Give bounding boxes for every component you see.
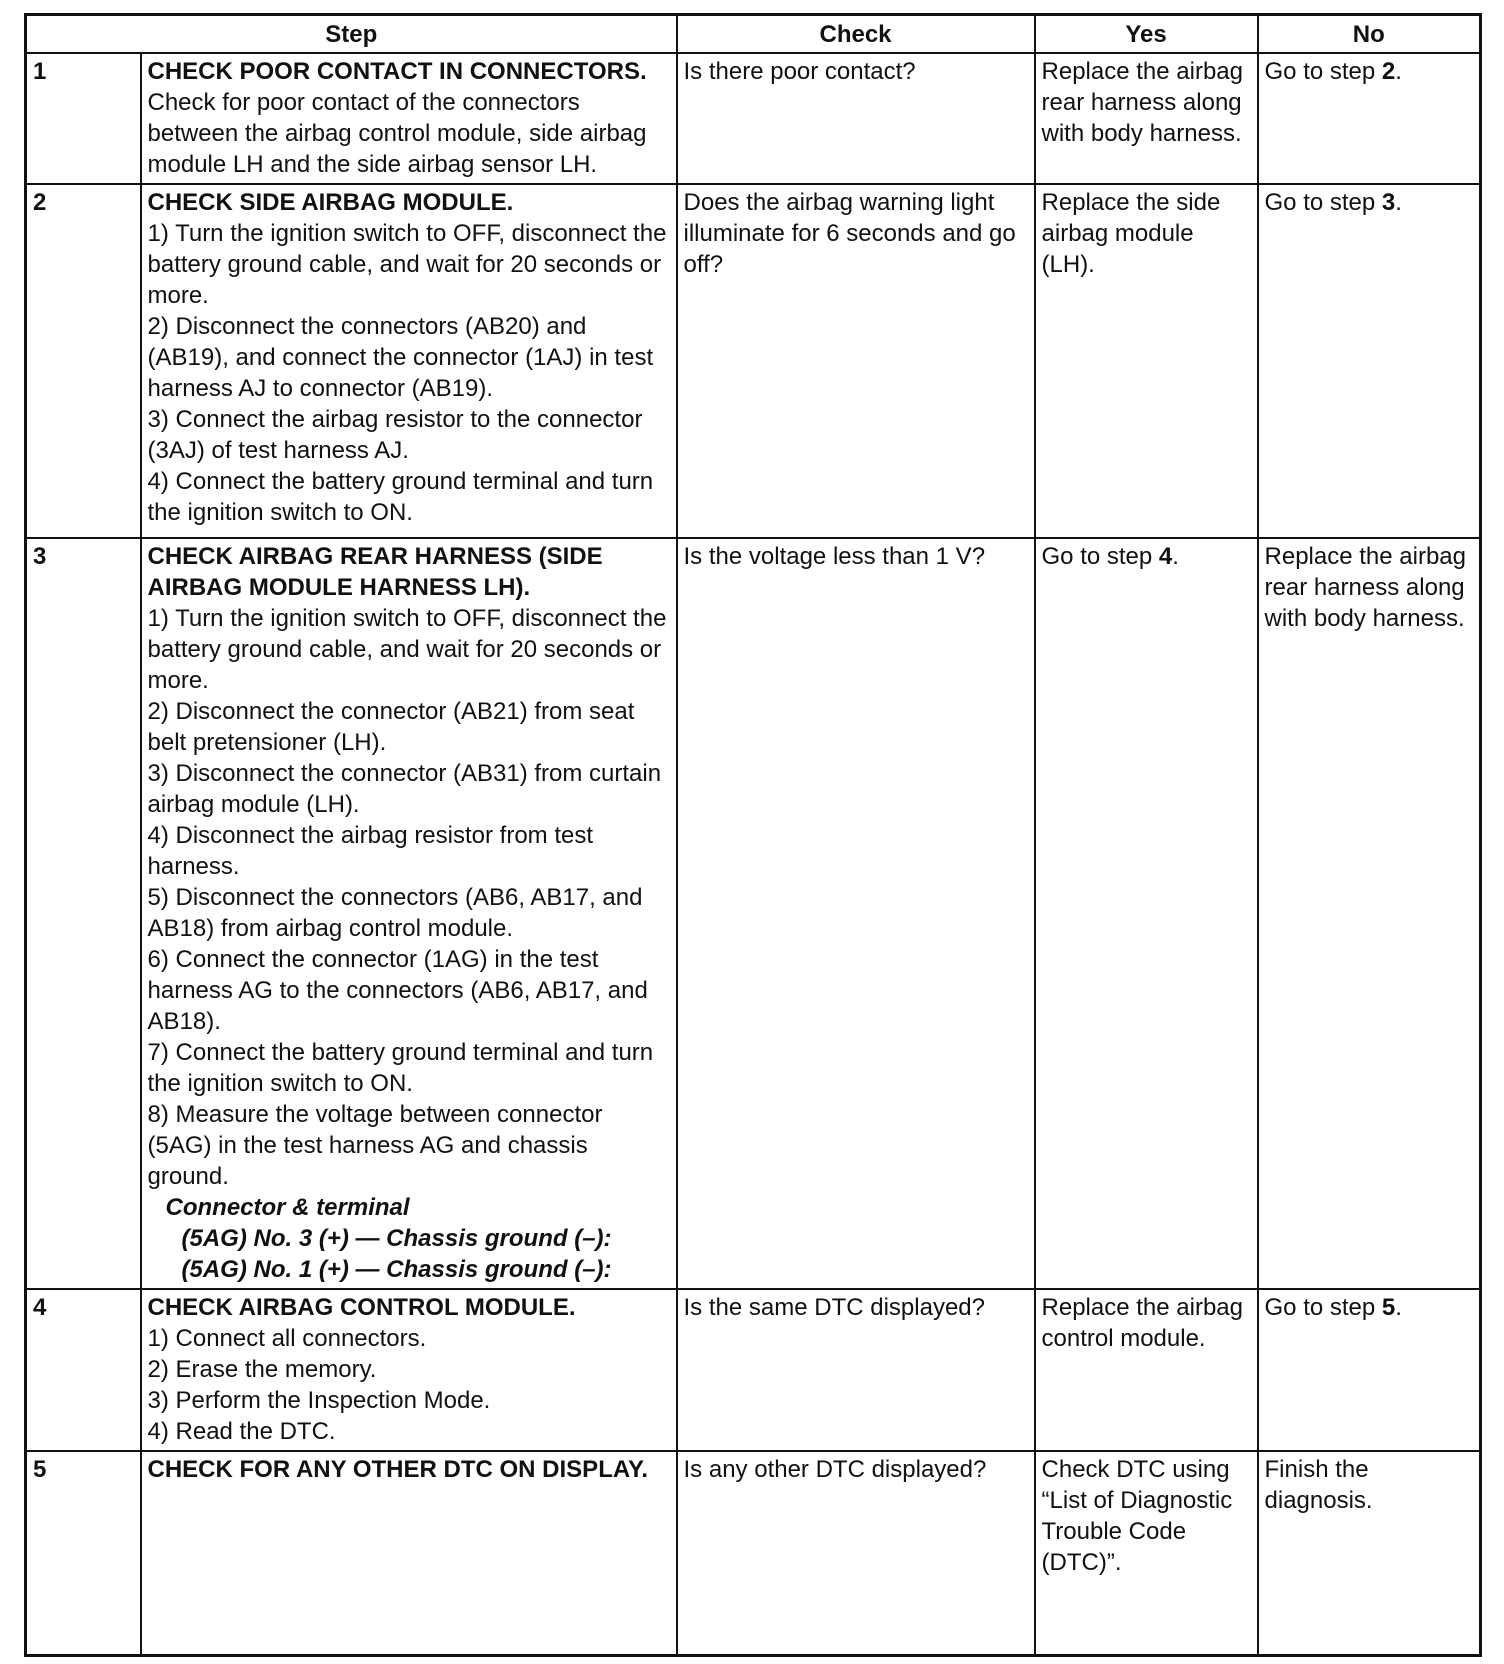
header-check: Check: [677, 15, 1035, 54]
step-reference: 2: [1381, 58, 1396, 85]
yes-suffix: .: [1172, 543, 1179, 570]
yes-cell: Check DTC using “List of Diagnostic Trouble Code (DTC)”.: [1035, 1451, 1258, 1656]
step-line: 8) Measure the voltage between connector (5AG) in the test harness AG and chassis ground.: [147, 1101, 603, 1190]
no-cell: Replace the airbag rear harness along with body harness.: [1258, 538, 1481, 1289]
connector-terminal-item: (5AG) No. 1 (+) — Chassis ground (–):: [181, 1256, 612, 1283]
table-row: [26, 1451, 1481, 1656]
no-suffix: .: [1395, 189, 1402, 216]
check-cell: Is any other DTC displayed?: [677, 1451, 1035, 1656]
no-suffix: .: [1395, 1294, 1402, 1321]
step-title: CHECK POOR CONTACT IN CONNECTORS.: [147, 58, 647, 85]
step-line: Check for poor contact of the connectors between the airbag control module, side airbag module LH and the side airbag sensor LH.: [147, 89, 647, 178]
yes-cell: Replace the side airbag module (LH).: [1035, 184, 1258, 538]
connector-terminal-item: (5AG) No. 3 (+) — Chassis ground (–):: [181, 1225, 612, 1252]
step-line: 4) Read the DTC.: [147, 1418, 336, 1445]
table-row: [26, 538, 1481, 1289]
no-text: Go to step: [1264, 58, 1382, 85]
no-cell: [1258, 184, 1481, 538]
table-row: [26, 53, 1481, 184]
no-suffix: .: [1395, 58, 1402, 85]
header-row: [26, 15, 1481, 54]
step-line: 1) Turn the ignition switch to OFF, disconnect the battery ground cable, and wait for 20 seconds or more.: [147, 220, 667, 309]
step-number: 4: [26, 1289, 141, 1451]
no-cell: [1258, 53, 1481, 184]
check-cell: Is the voltage less than 1 V?: [677, 538, 1035, 1289]
step-description: [141, 53, 677, 184]
step-reference: 3: [1381, 189, 1396, 216]
step-line: 4) Disconnect the airbag resistor from test harness.: [147, 822, 594, 880]
step-reference: 4: [1158, 543, 1173, 570]
step-line: 5) Disconnect the connectors (AB6, AB17, and AB18) from airbag control module.: [147, 884, 643, 942]
header-step: Step: [26, 15, 677, 54]
yes-cell: Replace the airbag rear harness along with body harness.: [1035, 53, 1258, 184]
step-number: 3: [26, 538, 141, 1289]
step-number: 5: [26, 1451, 141, 1656]
step-line: 3) Disconnect the connector (AB31) from curtain airbag module (LH).: [147, 760, 662, 818]
step-title: CHECK AIRBAG REAR HARNESS (SIDE AIRBAG MODULE HARNESS LH).: [147, 543, 603, 601]
step-line: 4) Connect the battery ground terminal and turn the ignition switch to ON.: [147, 468, 654, 526]
no-text: Go to step: [1264, 189, 1382, 216]
diagnostic-table: [24, 13, 1482, 1657]
header-yes: Yes: [1035, 15, 1258, 54]
step-number: 1: [26, 53, 141, 184]
table-row: [26, 184, 1481, 538]
step-description: [141, 184, 677, 538]
header-no: No: [1258, 15, 1481, 54]
step-line: 6) Connect the connector (1AG) in the test harness AG to the connectors (AB6, AB17, and AB18).: [147, 946, 648, 1035]
yes-text: Go to step: [1041, 543, 1159, 570]
table-row: [26, 1289, 1481, 1451]
no-text: Go to step: [1264, 1294, 1382, 1321]
step-line: 2) Disconnect the connectors (AB20) and (AB19), and connect the connector (1AJ) in test harness AJ to connector (AB19).: [147, 313, 654, 402]
yes-cell: Replace the airbag control module.: [1035, 1289, 1258, 1451]
connector-terminal-heading: Connector & terminal: [165, 1194, 410, 1221]
no-cell: Finish the diagnosis.: [1258, 1451, 1481, 1656]
step-description: [141, 1451, 677, 1656]
step-number: 2: [26, 184, 141, 538]
step-line: 3) Perform the Inspection Mode.: [147, 1387, 491, 1414]
yes-cell: [1035, 538, 1258, 1289]
no-cell: [1258, 1289, 1481, 1451]
check-cell: Does the airbag warning light illuminate for 6 seconds and go off?: [677, 184, 1035, 538]
step-line: 2) Disconnect the connector (AB21) from seat belt pretensioner (LH).: [147, 698, 635, 756]
step-line: 1) Connect all connectors.: [147, 1325, 427, 1352]
check-cell: Is there poor contact?: [677, 53, 1035, 184]
step-line: 7) Connect the battery ground terminal and turn the ignition switch to ON.: [147, 1039, 654, 1097]
step-line: 2) Erase the memory.: [147, 1356, 377, 1383]
step-title: CHECK FOR ANY OTHER DTC ON DISPLAY.: [147, 1456, 648, 1483]
check-cell: Is the same DTC displayed?: [677, 1289, 1035, 1451]
step-line: 3) Connect the airbag resistor to the connector (3AJ) of test harness AJ.: [147, 406, 643, 464]
step-description: [141, 1289, 677, 1451]
step-reference: 5: [1381, 1294, 1396, 1321]
step-title: CHECK SIDE AIRBAG MODULE.: [147, 189, 514, 216]
step-description: [141, 538, 677, 1289]
step-line: 1) Turn the ignition switch to OFF, disconnect the battery ground cable, and wait for 20 seconds or more.: [147, 605, 667, 694]
step-title: CHECK AIRBAG CONTROL MODULE.: [147, 1294, 576, 1321]
